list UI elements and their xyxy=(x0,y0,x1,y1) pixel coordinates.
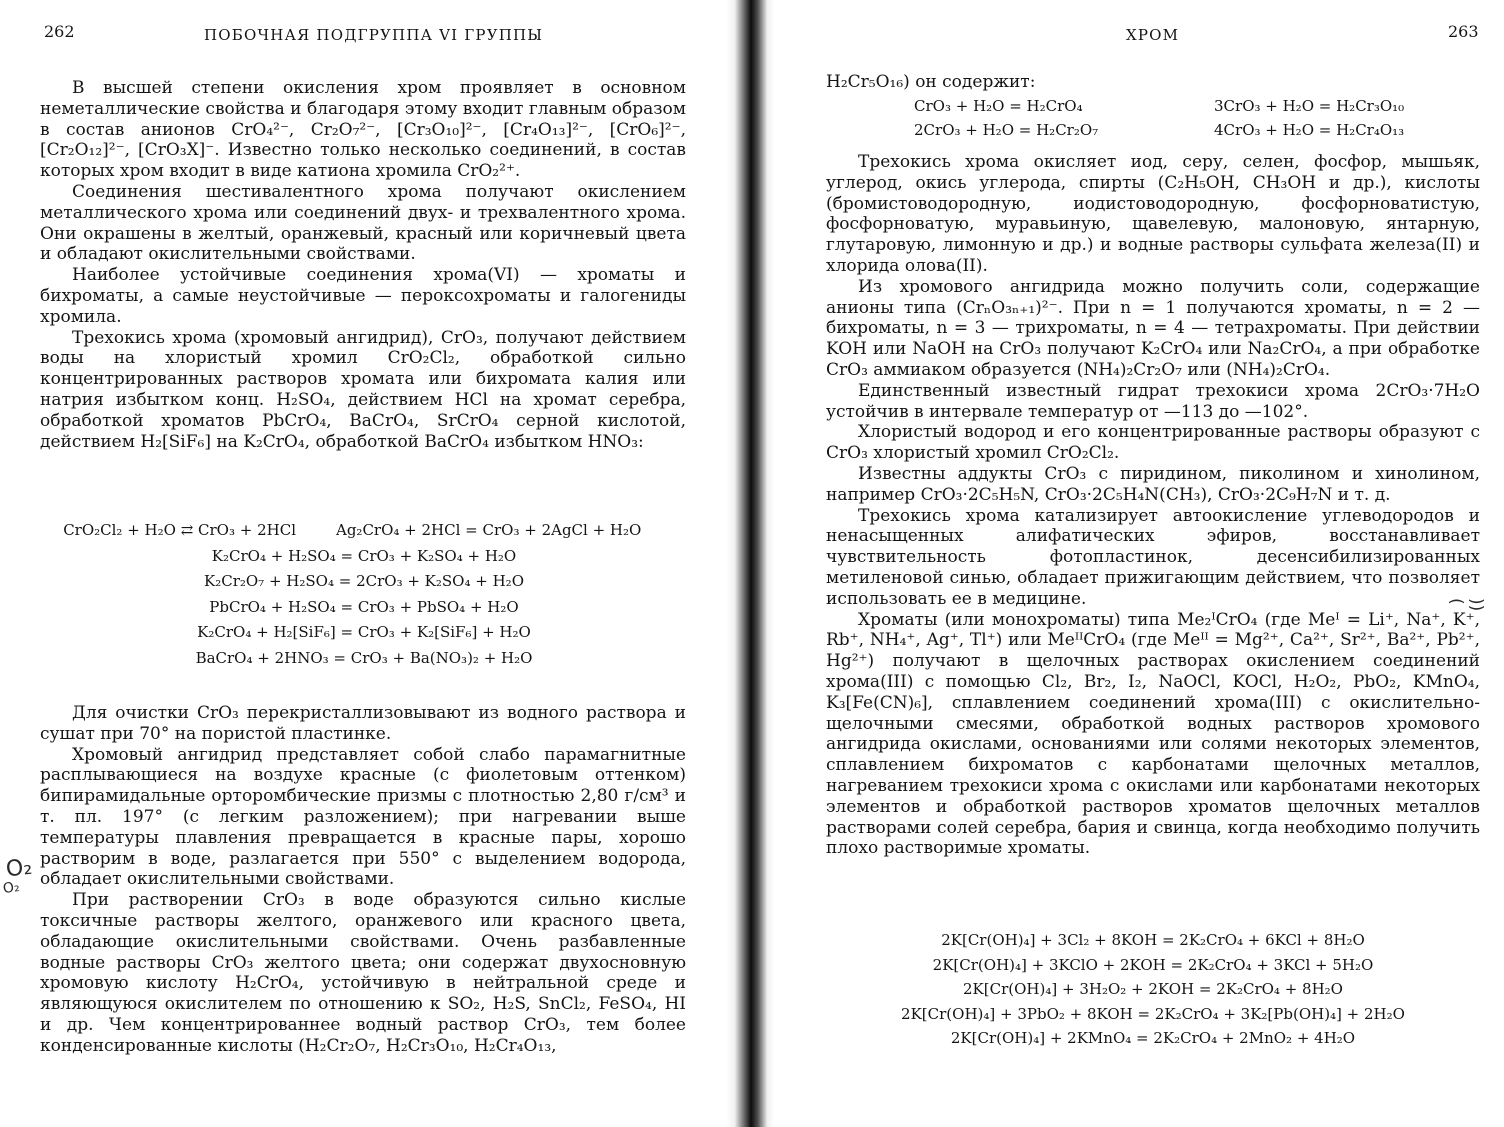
paragraph: H₂Cr₅O₁₆) он содержит: xyxy=(826,72,1036,92)
paragraph: Единственный известный гидрат трехокиси хрома 2CrO₃·7H₂O устойчив в интервале температур от —113 до —102°. xyxy=(826,380,1480,422)
right-first-line xyxy=(826,72,1480,93)
page-number-left: 262 xyxy=(44,22,75,41)
paragraph: Трехокись хрома (хромовый ангидрид), CrO₃, получают действием воды на хлористый хромил CrO₂Cl₂, обработкой сильно концентрированных растворов хромата или бихромата калия или натрия избытком конц. H₂SO₄, действием HCl на хромат серебра, обработкой хроматов PbCrO₄, BaCrO₄, SrCrO₄ серной кислотой, действием H₂[SiF₆] на K₂CrO₄, обработкой BaCrO₄ избытком HNO₃: xyxy=(40,327,686,452)
equation: K₂CrO₄ + H₂[SiF₆] = CrO₃ + K₂[SiF₆] + H₂O xyxy=(197,623,531,642)
handwritten-margin-note: O₂ xyxy=(4,854,34,883)
equation: 2K[Cr(OH)₄] + 2KMnO₄ = 2K₂CrO₄ + 2MnO₂ + 4H₂O xyxy=(950,1029,1356,1048)
book-gutter xyxy=(726,0,774,1127)
equation-row xyxy=(914,118,1474,142)
left-later-text xyxy=(40,703,686,1057)
equation: 2K[Cr(OH)₄] + 3Cl₂ + 8KOH = 2K₂CrO₄ + 6KCl + 8H₂O xyxy=(941,931,1365,949)
right-bottom-equations xyxy=(826,928,1480,1051)
equation: 2K[Cr(OH)₄] + 3KClO + 2KOH = 2K₂CrO₄ + 3KCl + 5H₂O xyxy=(932,955,1374,974)
paragraph: Наиболее устойчивые соединения хрома(VI) — хроматы и бихроматы, а самые неустойчивые — пероксохроматы и галогениды хромила. xyxy=(40,265,686,327)
equation: 2CrO₃ + H₂O = H₂Cr₂O₇ xyxy=(914,121,1099,139)
equation: 3CrO₃ + H₂O = H₂Cr₃O₁₀ xyxy=(1214,97,1405,115)
running-head-right: ХРОМ xyxy=(1126,26,1180,44)
paragraph: Трехокись хрома катализирует автоокисление углеводородов и ненасыщенных алифатических эфиров, восстанавливает чувствительность фотопластинок, десенсибилизированных метиленовой синью, обладает прижигающим действием, что позволяет использовать ее в медицине. xyxy=(826,505,1480,609)
equation-row xyxy=(914,94,1474,118)
paragraph: Трехокись хрома окисляет иод, серу, селен, фосфор, мышьяк, углерод, окись углерода, спирты (C₂H₅OH, CH₃OH и др.), кислоты (бромистоводородную, иодистоводородную, фосфорноватистую, фосфорноватую, муравьиную, щавелевую, малоновую, янтарную, глутаровую, лимонную и др.) и водные растворы сульфата железа(II) и хлорида олова(II). xyxy=(826,152,1480,276)
equation: CrO₃ + H₂O = H₂CrO₄ xyxy=(914,97,1083,115)
equation: PbCrO₄ + H₂SO₄ = CrO₃ + PbSO₄ + H₂O xyxy=(209,597,519,616)
paragraph: Хроматы (или монохроматы) типа Me₂ᴵCrO₄ (где Meᴵ = Li⁺, Na⁺, K⁺, Rb⁺, NH₄⁺, Ag⁺, Tl⁺) или MeᴵᴵCrO₄ (где Meᴵᴵ = Mg²⁺, Ca²⁺, Sr²⁺, Ba²⁺, Pb²⁺, Hg²⁺) получают в щелочных растворах окислением соединений хрома(III) с помощью Cl₂, Br₂, I₂, NaOCl, KOCl, H₂O₂, PbO₂, KMnO₄, K₃[Fe(CN)₆], сплавлением соединений хрома(III) с окислительно-щелочными смесями, обработкой водных растворов хромового ангидрида окислами, основаниями или солями некоторых элементов, сплавлением бихроматов с карбонатами щелочных металлов, нагреванием трехокиси хрома с окислами или карбонатами некоторых элементов и обработкой растворов хроматов щелочных металлов растворами солей серебра, бария и свинца, когда необходимо получить плохо растворимые хроматы. xyxy=(826,609,1480,859)
equation: CrO₂Cl₂ + H₂O ⇄ CrO₃ + 2HCl xyxy=(63,521,296,539)
right-top-equations xyxy=(914,94,1474,142)
paragraph: Хлористый водород и его концентрированные растворы образуют с CrO₃ хлористый хромил CrO₂Cl₂. xyxy=(826,422,1480,464)
running-head-left: ПОБОЧНАЯ ПОДГРУППА VI ГРУППЫ xyxy=(204,26,544,44)
equation: Ag₂CrO₄ + 2HCl = CrO₃ + 2AgCl + H₂O xyxy=(336,521,642,539)
paragraph: При растворении CrO₃ в воде образуются сильно кислые токсичные растворы желтого, оранжевого или красного цвета, обладающие окислительными свойствами. Очень разбавленные водные растворы CrO₃ желтого цвета; они содержат двухосновную хромовую кислоту H₂CrO₄, устойчивую в нейтральной среде и являющуюся окислителем по отношению к SO₂, H₂S, SnCl₂, FeSO₄, HI и др. Чем концентрированнее водный раствор CrO₃, тем более конденсированные кислоты (H₂Cr₂O₇, H₂Cr₃O₁₀, H₂Cr₄O₁₃, xyxy=(40,890,686,1056)
equation: 2K[Cr(OH)₄] + 3PbO₂ + 8KOH = 2K₂CrO₄ + 3K₂[Pb(OH)₄] + 2H₂O xyxy=(901,1004,1405,1023)
left-equation-block xyxy=(40,518,688,672)
paragraph: В высшей степени окисления хром проявляет в основном неметаллические свойства и благодаря этому входит главным образом в состав анионов CrO₄²⁻, Cr₂O₇²⁻, [Cr₃O₁₀]²⁻, [Cr₄O₁₃]²⁻, [CrO₆]²⁻, [Cr₂O₁₂]²⁻, [CrO₃X]⁻. Известно только несколько соединений, в состав которых хром входит в виде катиона хромила CrO₂²⁺. xyxy=(40,78,686,182)
handwritten-margin-note: ))( xyxy=(1446,598,1486,612)
left-page xyxy=(0,0,726,1127)
handwritten-margin-note: O₂ xyxy=(1,878,21,898)
equation: 4CrO₃ + H₂O = H₂Cr₄O₁₃ xyxy=(1214,121,1405,139)
equation: 2K[Cr(OH)₄] + 3H₂O₂ + 2KOH = 2K₂CrO₄ + 8H₂O xyxy=(963,980,1343,999)
right-page xyxy=(774,0,1504,1127)
paragraph: Хромовый ангидрид представляет собой слабо парамагнитные расплывающиеся на воздухе красные (с фиолетовым оттенком) бипирамидальные орторомбические призмы с плотностью 2,80 г/см³ и т. пл. 197° (с легким разложением); при нагревании выше температуры плавления превращается в красные пары, хорошо растворим в воде, разлагается при 550° с выделением водорода, обладает окислительными свойствами. xyxy=(40,744,686,890)
equation: K₂CrO₄ + H₂SO₄ = CrO₃ + K₂SO₄ + H₂O xyxy=(211,546,517,565)
paragraph: Для очистки CrO₃ перекристаллизовывают из водного раствора и сушат при 70° на пористой пластинке. xyxy=(40,703,686,744)
equation: K₂Cr₂O₇ + H₂SO₄ = 2CrO₃ + K₂SO₄ + H₂O xyxy=(204,572,524,591)
page-number-right: 263 xyxy=(1448,22,1479,41)
paragraph: Известны аддукты CrO₃ с пиридином, пиколином и хинолином, например CrO₃·2C₅H₅N, CrO₃·2C₅H₄N(CH₃), CrO₃·2C₉H₇N и т. д. xyxy=(826,463,1480,505)
paragraph: Из хромового ангидрида можно получить соли, содержащие анионы типа (CrₙO₃ₙ₊₁)²⁻. При n = 1 получаются хроматы, n = 2 — бихроматы, n = 3 — трихроматы, n = 4 — тетрахроматы. При действии KOH или NaOH на CrO₃ получают K₂CrO₄ или Na₂CrO₄, а при обработке CrO₃ аммиаком образуется (NH₄)₂Cr₂O₇ или (NH₄)₂CrO₄. xyxy=(826,276,1480,380)
paragraph: Соединения шестивалентного хрома получают окислением металлического хрома или соединений двух- и трехвалентного хрома. Они окрашены в желтый, оранжевый, красный или коричневый цвета и обладают окислительными свойствами. xyxy=(40,181,686,265)
right-body-text xyxy=(826,152,1480,859)
equation-row xyxy=(40,518,688,544)
equation: BaCrO₄ + 2HNO₃ = CrO₃ + Ba(NO₃)₂ + H₂O xyxy=(195,648,533,667)
left-intro-text xyxy=(40,78,686,452)
